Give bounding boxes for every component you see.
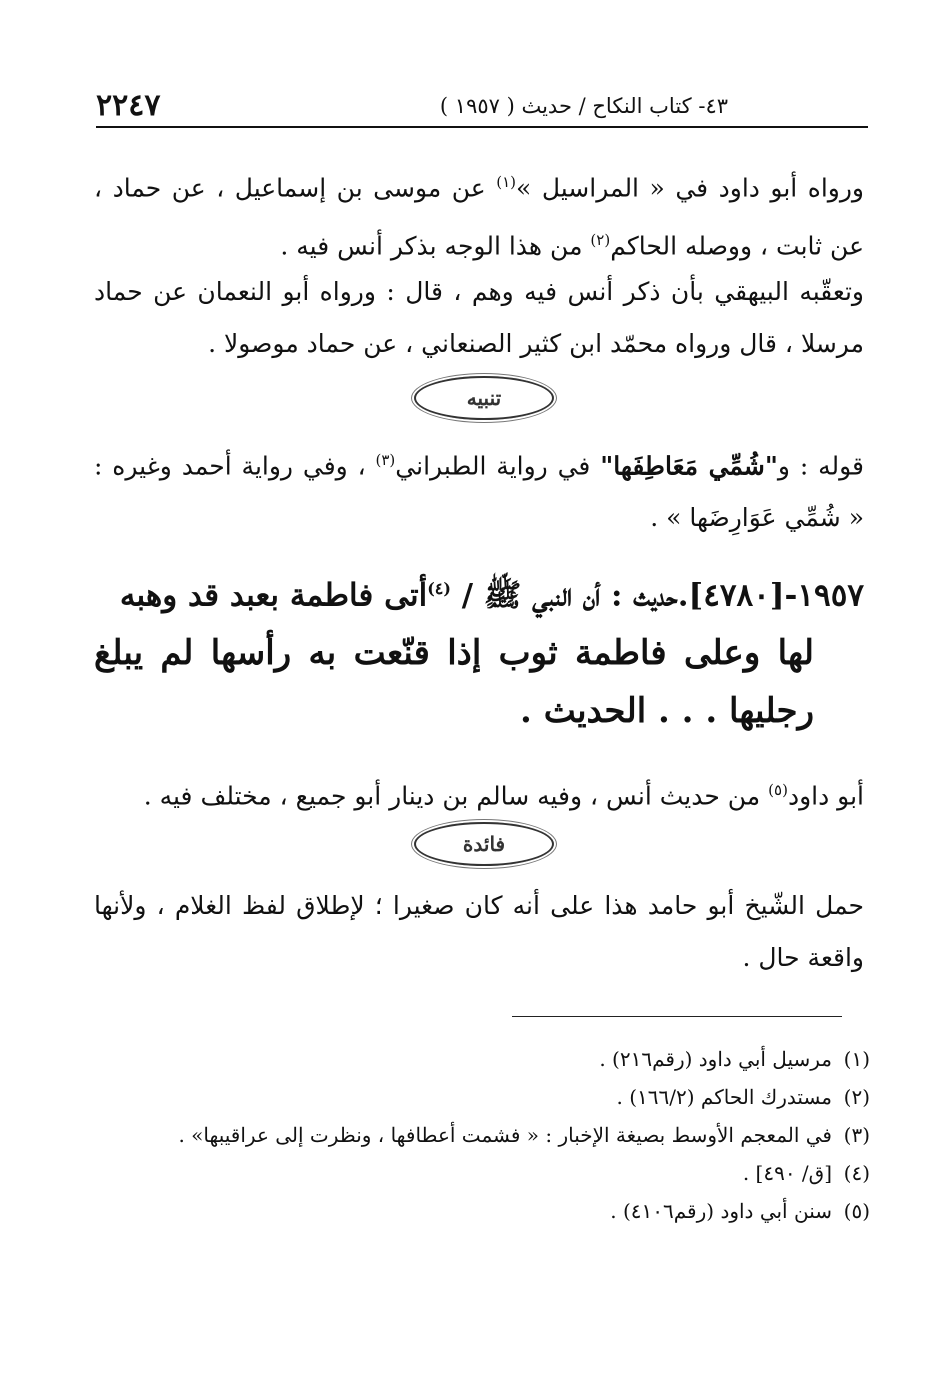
text-run: عن موسى بن إسماعيل ، عن حماد ، عن ثابت ، ووصله الحاكم [94,173,864,261]
footnote-text: سنن أبي داود (رقم٤١٠٦) . [610,1199,832,1223]
header-divider [96,126,868,128]
text-run: من هذا الوجه بذكر أنس فيه . [280,231,591,261]
footnote-text: [ق/ ٤٩٠] . [742,1161,832,1185]
text-run: أبو داود [787,781,864,811]
footnote-text: مرسيل أبي داود (رقم٢١٦) . [599,1047,832,1071]
hadith-title [94,560,864,624]
footnote-item [90,1040,870,1078]
footnote-item [90,1192,870,1230]
footnote-item [90,1116,870,1154]
footnote-item [90,1078,870,1116]
paragraph-takhrij [94,764,864,822]
text-run: ، وفي رواية أحمد وغيره : « شُمِّي عَوَارِضَها » . [94,451,864,533]
text-run: في رواية الطبراني [395,451,601,481]
hadith-number: ١٩٥٧-[٤٧٨٠]. [677,577,864,614]
paragraph-tanbih [94,434,864,544]
footnote-number: (١) [843,1047,870,1071]
footnote-number: (٣) [843,1123,870,1147]
footnote-item [90,1154,870,1192]
page-header [96,88,868,124]
paragraph-bayhaqi: وتعقّبه البيهقي بأن ذكر أنس فيه وهم ، قال : ورواه أبو النعمان عن حماد مرسلا ، قال ورواه محمّد ابن كثير الصنعاني ، عن حماد موصولا . [94,277,864,358]
footnote-ref-4[interactable]: (٤) [427,579,451,598]
page-number: ٢٢٤٧ [96,88,161,123]
faida-label: فائدة [414,822,554,866]
footnote-ref-2[interactable]: (٢) [590,231,611,250]
footnote-text: في المعجم الأوسط بصيغة الإخبار : « فشمت أعطافها ، ونظرت إلى عراقيبها» . [178,1123,832,1147]
hadith-text: لها وعلى فاطمة ثوب إذا قنّعت به رأسها لم يبلغ رجليها . . . الحديث . [94,633,814,732]
footnote-number: (٥) [843,1199,870,1223]
footnotes [90,1040,870,1230]
footnote-ref-3[interactable]: (٣) [375,451,396,469]
footnote-ref-5[interactable]: (٥) [768,781,788,799]
paragraph-faida: حمل الشّيخ أبو حامد هذا على أنه كان صغيرا ؛ لإطلاق لفظ الغلام ، ولأنها واقعة حال . [94,891,864,972]
paragraph-mursal [94,156,864,273]
footnote-text: مستدرك الحاكم (١٦٦/٢) . [616,1085,832,1109]
tanbih-label: تنبيه [414,376,554,420]
footnote-divider [512,1016,842,1017]
text-run: ورواه أبو داود في « المراسيل » [516,173,865,203]
footnote-number: (٤) [843,1161,870,1185]
quoted-phrase: "شُمِّي مَعَاطِفَها" [600,451,778,481]
text-run: من حديث أنس ، وفيه سالم بن دينار أبو جميع ، مختلف فيه . [143,781,769,811]
footnote-number: (٢) [843,1085,870,1109]
text-run: حديث : أن النبي ﷺ / [450,577,678,614]
text-run: قوله : و [777,451,864,481]
running-title: ٤٣- كتاب النكاح / حديث ( ١٩٥٧ ) [439,94,728,118]
footnote-ref-1[interactable]: (١) [496,173,517,191]
hadith-heading [94,560,864,740]
text-run: أتى فاطمة بعبد قد وهبه [119,577,428,614]
